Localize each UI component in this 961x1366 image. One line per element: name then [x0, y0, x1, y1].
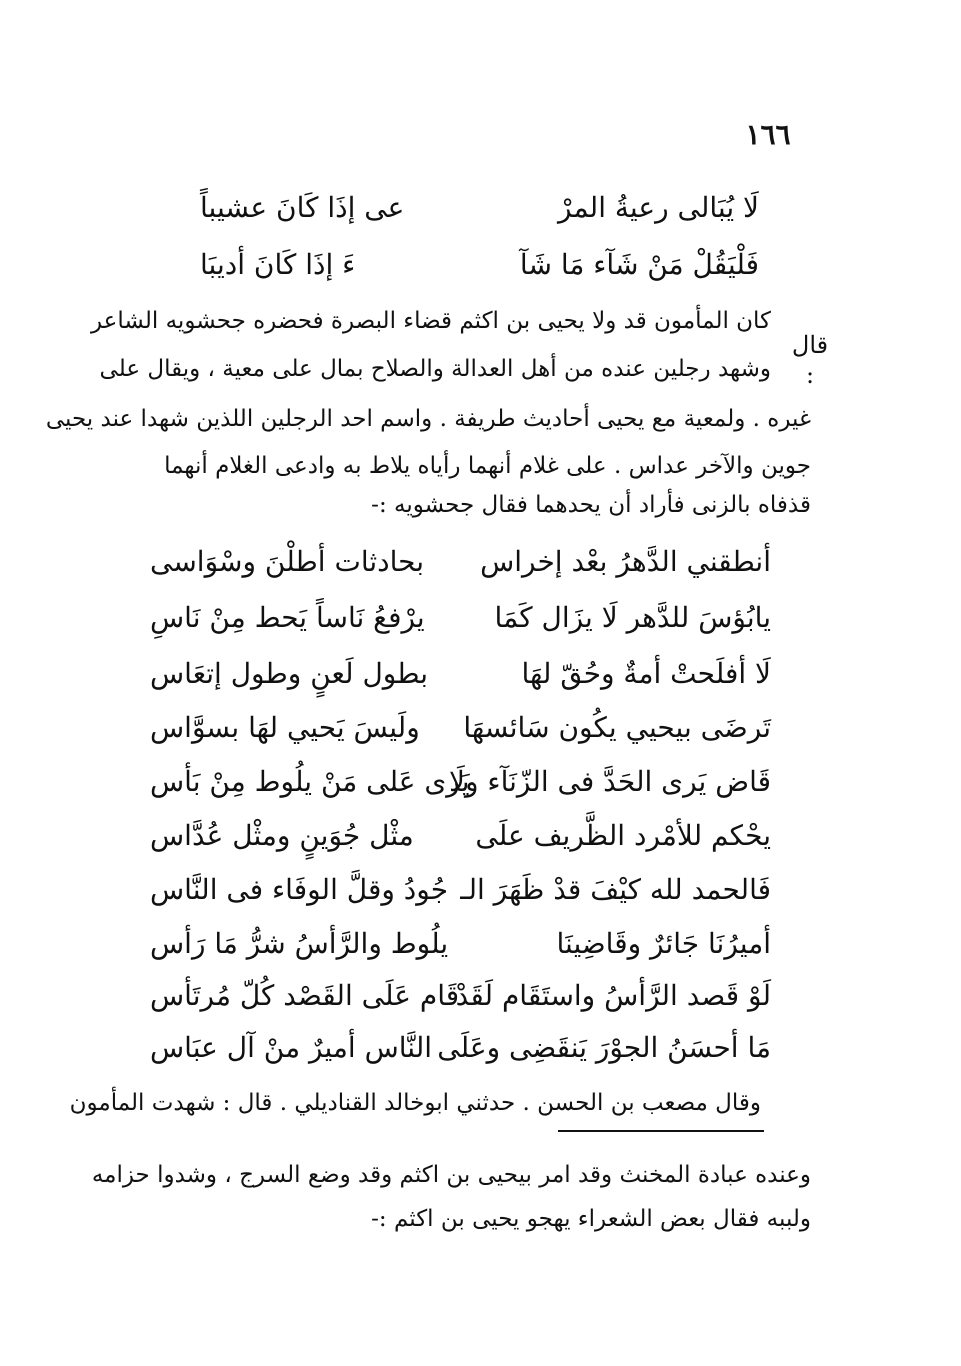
poem-verse-6-right: يحْكم للأمْرد الظَّريف علَى [475, 819, 771, 852]
opening-verse-2-right: فَلْيَقُلْ مَنْ شَآء مَا شَآ [519, 248, 759, 281]
poem-verse-4-right: تَرضَى بيحيي يكُون سَائسهَا [463, 711, 771, 744]
footnote-line-1: وعنده عبادة المخنث وقد امر بيحيى بن اكثم وقد وضع السرج ، وشدوا حزامه [91, 1162, 811, 1188]
poem-verse-6-left: مثْل جُوَينٍ ومثْل عُدَّاس [150, 819, 414, 852]
poem-verse-7-right: فَالحمد لله كيْفَ قدْ ظَهَرَ الـ [460, 873, 771, 906]
narration-line-3: غيره . ولمعية مع يحيى أحاديث طريفة . واسم احد الرجلين اللذين شهدا عند يحيى [45, 406, 811, 432]
poem-verse-5-right: قَاض يَرى الحَدَّ فى الزّنَآء ولَا [449, 765, 771, 798]
poem-verse-2-right: يابُؤسَ للدَّهر لَا يزَال كَمَا [494, 601, 771, 634]
poem-verse-4-left: ولَيسَ يَحيي لهَا بسوَّاس [150, 711, 420, 744]
poem-verse-1-right: أنطقني الدَّهرُ بعْد إخراس [480, 545, 771, 578]
poem-verse-3-left: بطول لَعنٍ وطول إتعَاس [150, 657, 429, 690]
narration-label: قال : [791, 331, 829, 389]
poem-verse-10-left: النَّاس أميرٌ منْ آل عبَاس [150, 1031, 433, 1064]
opening-verse-1-right: لَا يُبَالى رعيةُ المرْ [558, 191, 759, 224]
poem-verse-8-left: يلُوط والرَّأسُ شرُّ مَا رَأس [150, 927, 449, 960]
poem-verse-2-left: يرْفعُ نَاساً يَحط مِنْ نَاسِ [150, 601, 425, 634]
narration-line-5: قذفاه بالزنى فأراد أن يحدهما فقال جحشويه :- [371, 492, 811, 518]
poem-verse-10-right: مَا أحسَنُ الجوْرَ يَنقَضِى وعَلَى [437, 1031, 771, 1064]
footnote-divider [558, 1130, 764, 1132]
narration-line-2: وشهد رجلين عنده من أهل العدالة والصلاح بمال على معية ، ويقال على [99, 356, 771, 382]
narration-line-4: جوين والآخر عداس . على غلام أنهما رأياه يلاط به وادعى الغلام أنهما [164, 453, 811, 479]
poem-verse-3-right: لَا أفلَحتْ أمةٌ وحُقّ لهَا [521, 657, 771, 690]
closing-line: وقال مصعب بن الحسن . حدثني ابوخالد القناديلي . قال : شهدت المأمون [69, 1090, 761, 1116]
opening-verse-2-left: ءَ إذَا كَانَ أديبَا [200, 248, 356, 281]
page-number: ١٦٦ [745, 118, 791, 151]
poem-verse-1-left: بحادثات أطلْنَ وسْوَاسى [150, 545, 425, 578]
opening-verse-1-left: عى إذَا كَانَ عشيباً [200, 191, 405, 224]
poem-verse-8-right: أميرُنَا جَائرٌ وقَاضِينَا [556, 927, 771, 960]
poem-verse-5-left: يَرى عَلى مَنْ يلُوط مِنْ بَأس [150, 765, 470, 798]
poem-verse-9-right: لَوْ قَصد الرَّأسُ واستَقَام لَقَدْ [455, 979, 771, 1012]
footnote-line-2: ولببه فقال بعض الشعراء يهجو يحيى بن اكثم :- [371, 1206, 811, 1232]
poem-verse-7-left: جُودُ وقلَّ الوفَاء فى النَّاس [150, 873, 449, 906]
narration-line-1: كان المأمون قد ولا يحيى بن اكثم قضاء البصرة فحضره جحشويه الشاعر [90, 308, 771, 334]
poem-verse-9-left: قَام عَلَى القَصْد كُلّ مُرتَأس [150, 979, 460, 1012]
